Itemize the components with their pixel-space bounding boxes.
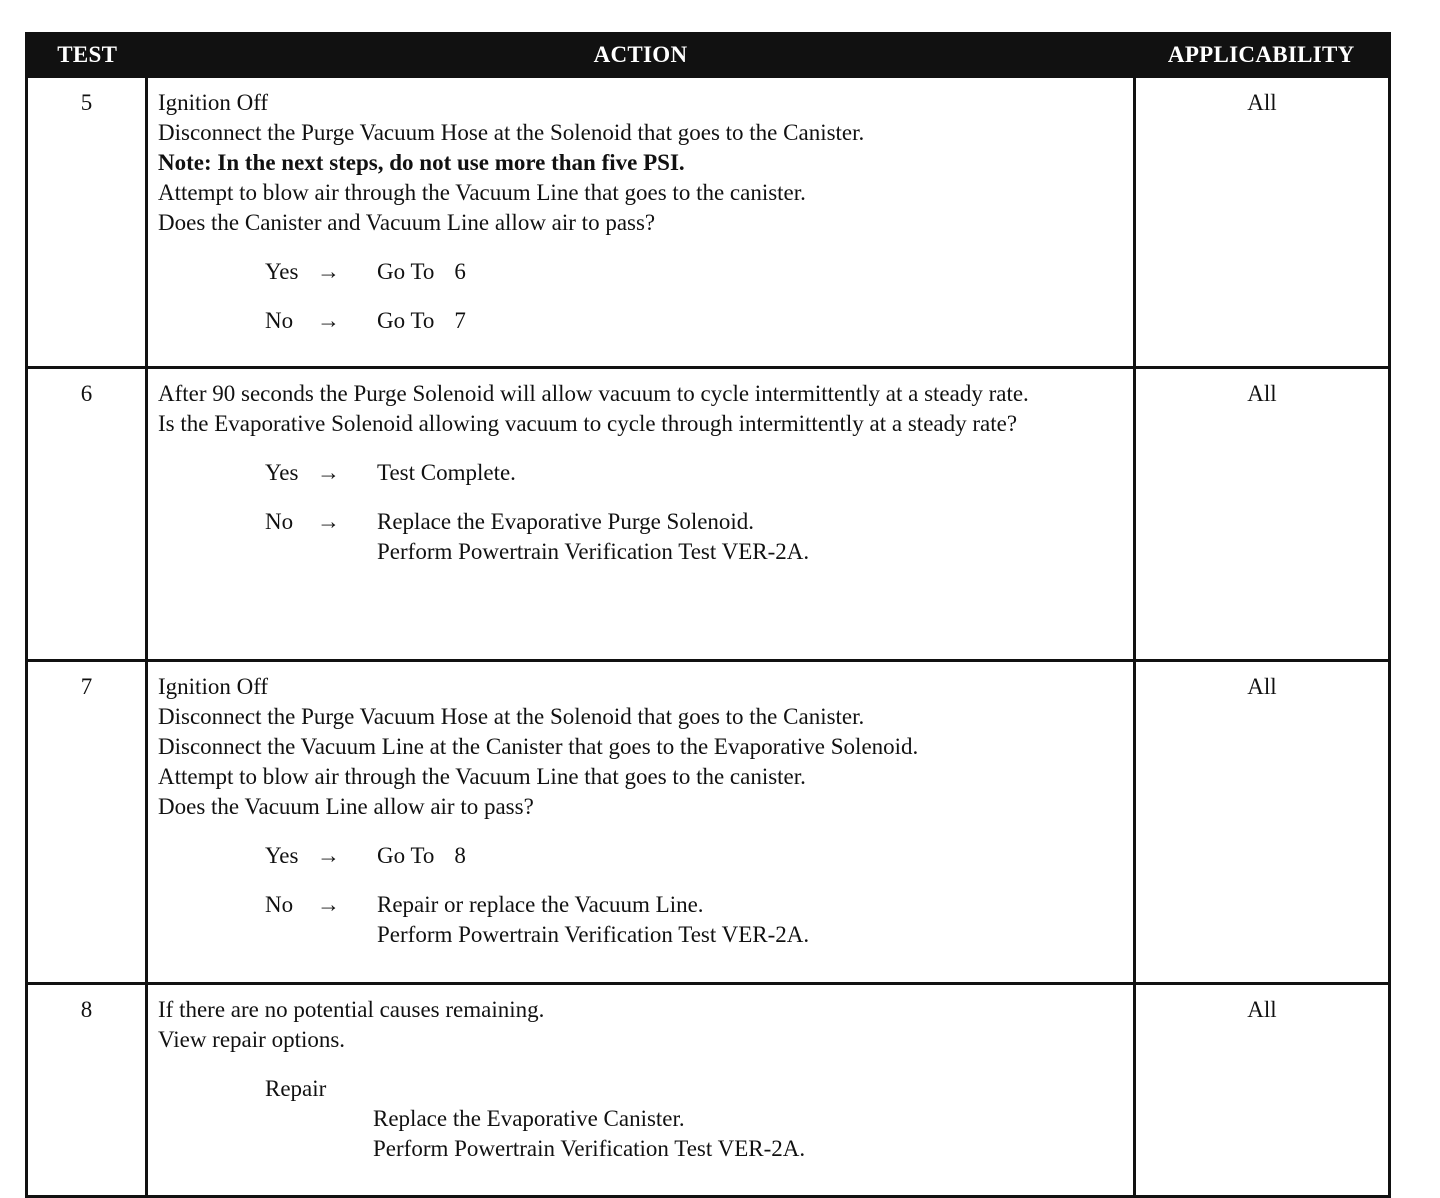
arrow-icon: → (317, 460, 340, 485)
action-line: Disconnect the Vacuum Line at the Canister that goes to the Evaporative Solenoid. (158, 734, 919, 759)
repair-steps (373, 1104, 1125, 1164)
action-cell (147, 984, 1135, 1197)
repair-options (265, 1074, 1125, 1164)
repair-label: Repair (265, 1076, 327, 1101)
goto-label: Go To (377, 308, 435, 333)
header-applicability: APPLICABILITY (1135, 34, 1390, 77)
applicability-cell: All (1135, 77, 1390, 368)
answer-yes (265, 458, 1125, 488)
test-number: 6 (27, 368, 147, 661)
note-text: Note: In the next steps, do not use more than five PSI. (158, 150, 685, 175)
arrow-icon: → (317, 892, 340, 917)
answer-group (158, 458, 1125, 567)
action-line: After 90 seconds the Purge Solenoid will allow vacuum to cycle intermittently at a steady rate. (158, 381, 1029, 406)
diagnostic-table (25, 32, 1391, 1198)
repair-line: Perform Powertrain Verification Test VER-2A. (373, 1136, 806, 1161)
action-line: Disconnect the Purge Vacuum Hose at the Solenoid that goes to the Canister. (158, 120, 865, 145)
result-line: Perform Powertrain Verification Test VER-2A. (377, 539, 810, 564)
action-line: If there are no potential causes remaining. (158, 997, 545, 1022)
repair-line: Replace the Evaporative Canister. (373, 1106, 685, 1131)
test-number: 5 (27, 77, 147, 368)
table-row (27, 368, 1390, 661)
answer-yes (265, 841, 1125, 871)
result-line: Perform Powertrain Verification Test VER-2A. (377, 922, 810, 947)
answer-word: No (265, 509, 294, 534)
action-cell (147, 77, 1135, 368)
goto-number: 6 (454, 259, 466, 284)
action-cell (147, 368, 1135, 661)
answer-word: Yes (265, 259, 299, 284)
answer-result (377, 841, 466, 871)
test-number: 7 (27, 661, 147, 984)
answer-result (377, 507, 809, 567)
answer-word: Yes (265, 460, 299, 485)
answer-result (377, 257, 466, 287)
arrow-icon: → (317, 259, 340, 284)
answer-no (265, 306, 1125, 336)
applicability-cell: All (1135, 661, 1390, 984)
answer-group (158, 841, 1125, 950)
table-header (27, 34, 1390, 77)
table-row (27, 984, 1390, 1197)
answer-group (158, 257, 1125, 336)
arrow-icon: → (317, 509, 340, 534)
goto-number: 7 (454, 308, 466, 333)
applicability-cell: All (1135, 984, 1390, 1197)
action-line: View repair options. (158, 1027, 346, 1052)
arrow-icon: → (317, 308, 340, 333)
result-line: Repair or replace the Vacuum Line. (377, 892, 704, 917)
answer-yes (265, 257, 1125, 287)
answer-result (377, 458, 516, 488)
action-line: Attempt to blow air through the Vacuum Line that goes to the canister. (158, 180, 806, 205)
result-line: Replace the Evaporative Purge Solenoid. (377, 509, 755, 534)
arrow-icon: → (317, 843, 340, 868)
answer-result (377, 306, 466, 336)
action-line: Disconnect the Purge Vacuum Hose at the Solenoid that goes to the Canister. (158, 704, 865, 729)
diagnostic-page (25, 32, 1388, 1198)
answer-result (377, 890, 809, 950)
answer-no (265, 507, 1125, 567)
action-question: Does the Canister and Vacuum Line allow air to pass? (158, 210, 656, 235)
answer-word: No (265, 308, 294, 333)
table-row (27, 77, 1390, 368)
action-cell (147, 661, 1135, 984)
goto-label: Go To (377, 843, 435, 868)
action-question: Does the Vacuum Line allow air to pass? (158, 794, 534, 819)
result-line: Test Complete. (377, 460, 516, 485)
action-line: Attempt to blow air through the Vacuum Line that goes to the canister. (158, 764, 806, 789)
action-question: Is the Evaporative Solenoid allowing vacuum to cycle through intermittently at a steady rate? (158, 411, 1018, 436)
goto-label: Go To (377, 259, 435, 284)
header-action: ACTION (147, 34, 1135, 77)
test-number: 8 (27, 984, 147, 1197)
action-line: Ignition Off (158, 674, 269, 699)
answer-word: No (265, 892, 294, 917)
answer-no (265, 890, 1125, 950)
goto-number: 8 (454, 843, 466, 868)
answer-word: Yes (265, 843, 299, 868)
table-row (27, 661, 1390, 984)
applicability-cell: All (1135, 368, 1390, 661)
header-test: TEST (27, 34, 147, 77)
action-line: Ignition Off (158, 90, 269, 115)
